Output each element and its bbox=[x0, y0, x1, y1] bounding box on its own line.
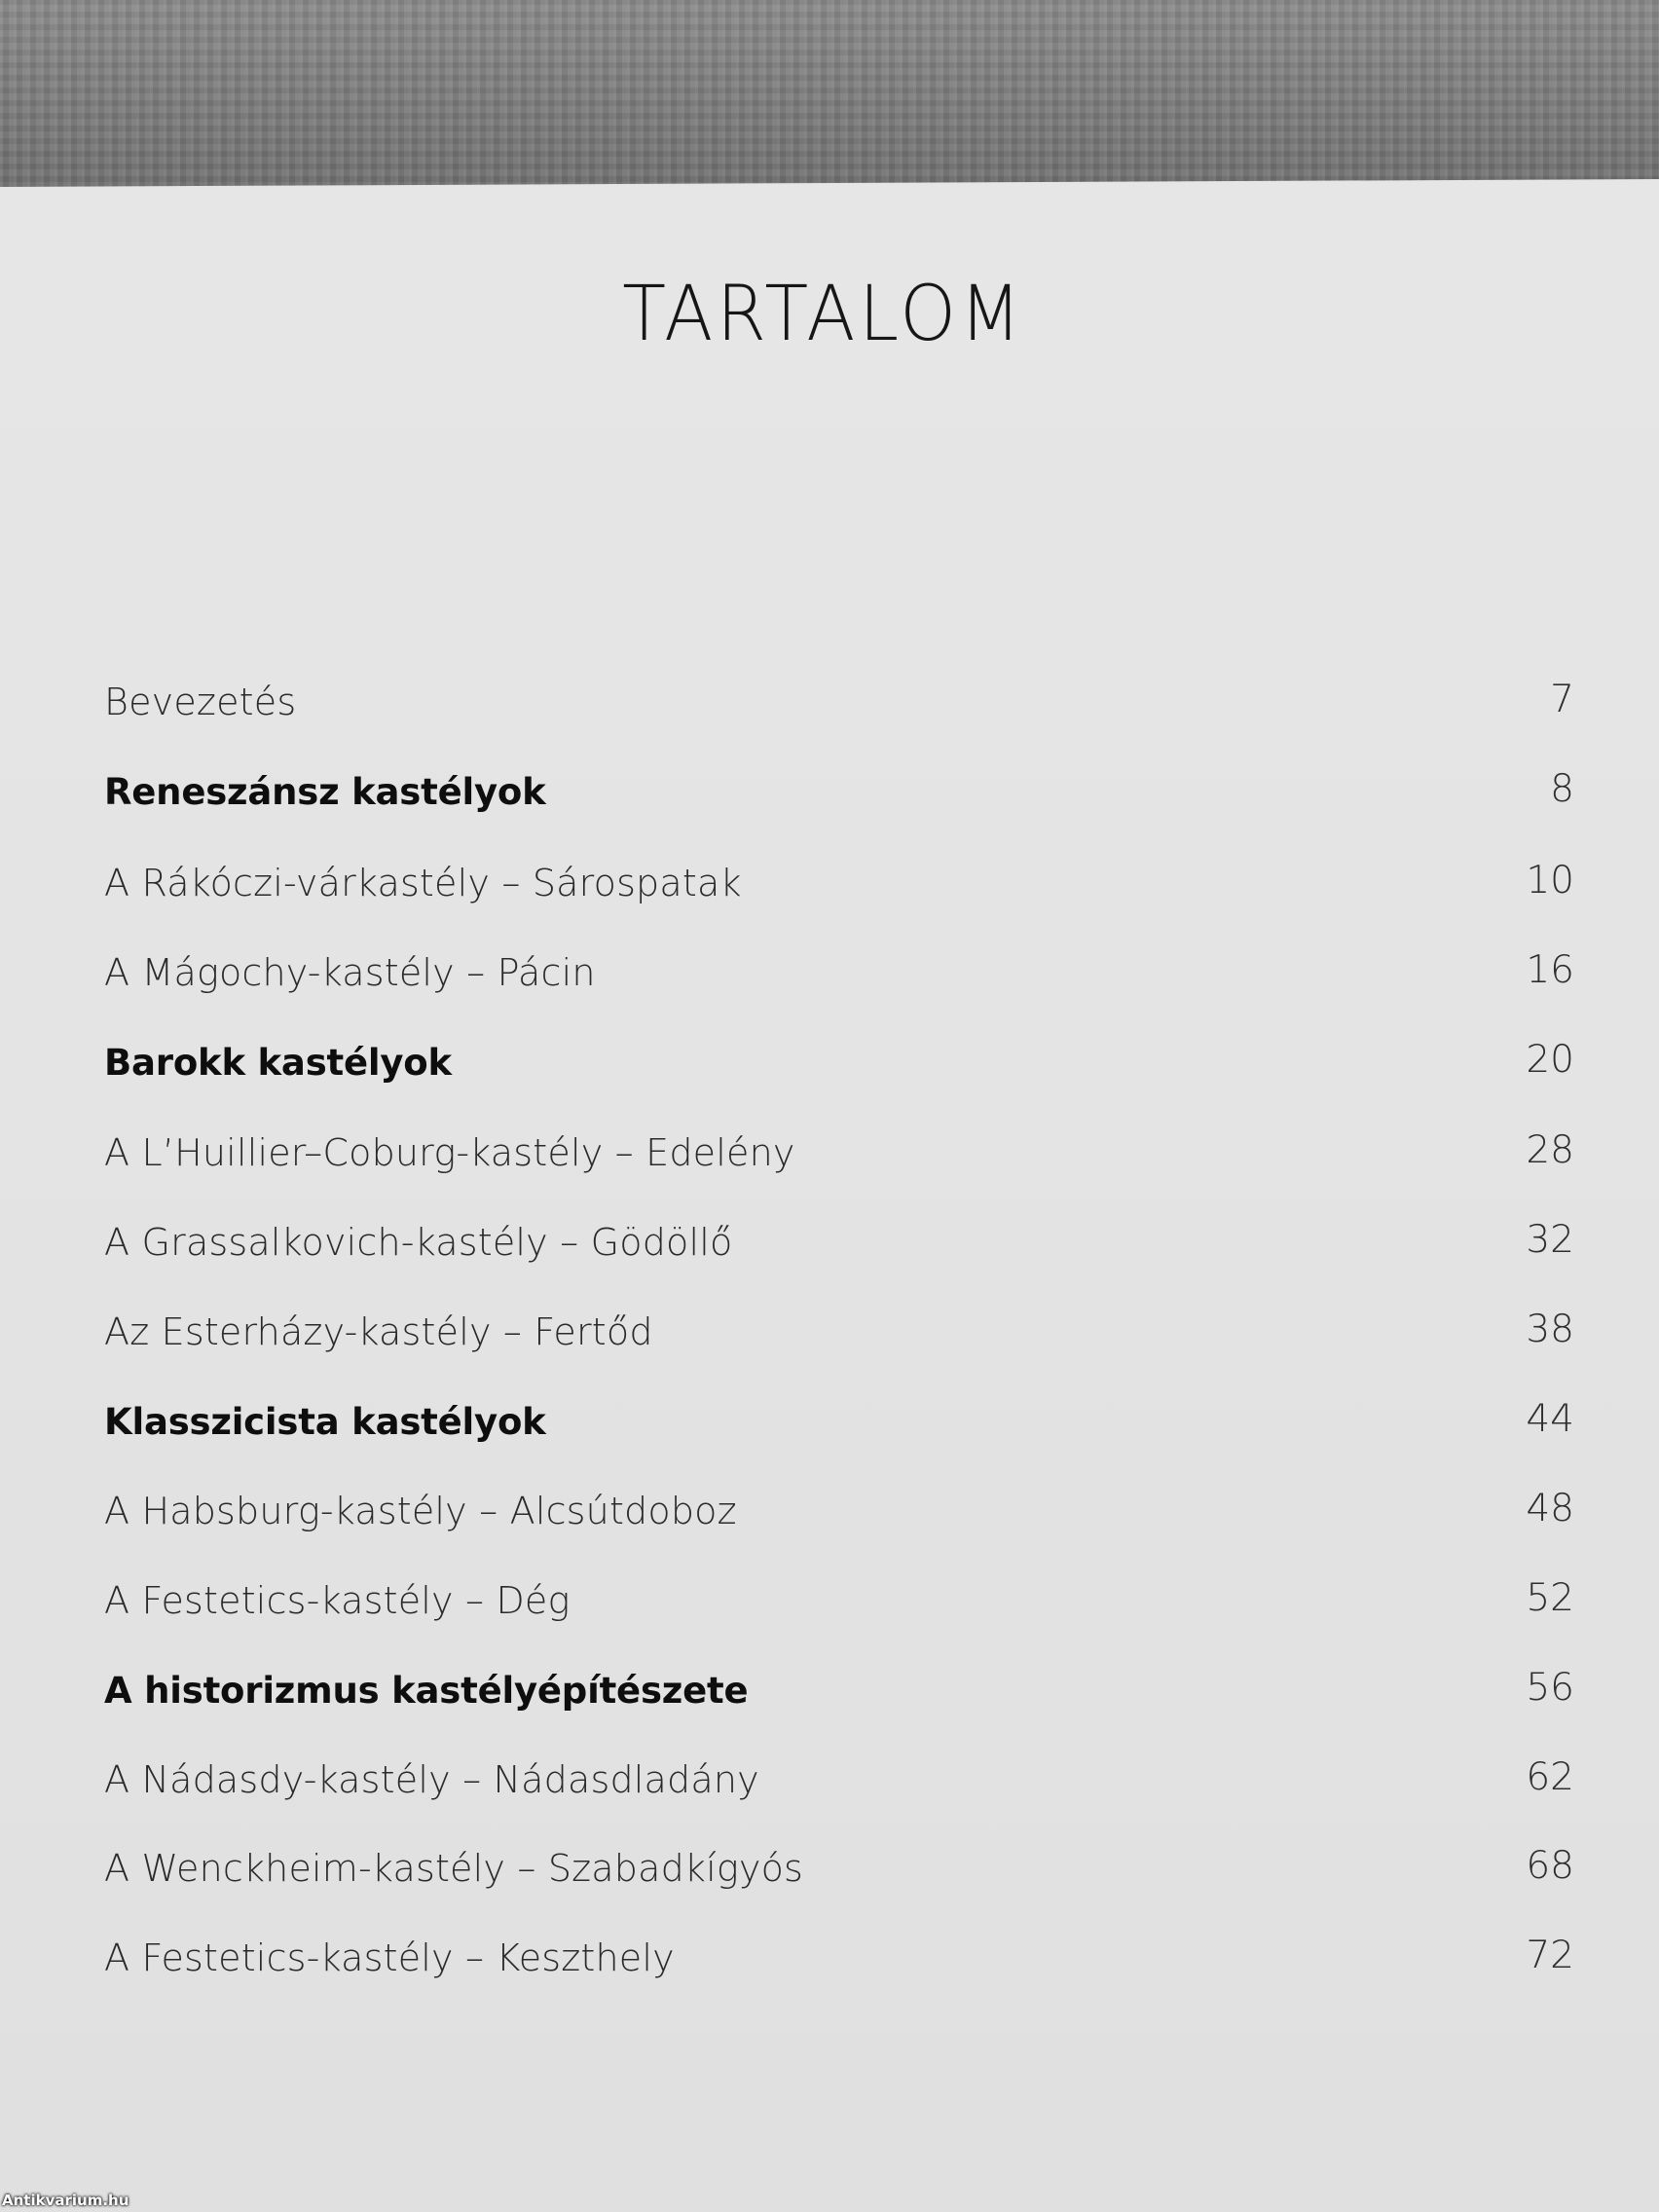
toc-entry-page-number: 56 bbox=[1526, 1666, 1574, 1710]
toc-entry-label: Az Esterházy-kastély – Fertőd bbox=[104, 1310, 653, 1353]
toc-entry-label: A Rákóczi-várkastély – Sárospatak bbox=[104, 862, 742, 904]
toc-entry-festetics-deg bbox=[104, 1561, 1574, 1622]
toc-section-label: A historizmus kastélyépítészete bbox=[104, 1670, 749, 1712]
toc-entry-page-number: 16 bbox=[1526, 948, 1574, 992]
toc-entry-page-number: 7 bbox=[1550, 678, 1574, 721]
toc-entry-wenckheim bbox=[104, 1828, 1574, 1890]
toc-entry-label: A Festetics-kastély – Dég bbox=[104, 1579, 571, 1622]
toc-section-barokk bbox=[104, 1022, 1574, 1084]
toc-section-label: Klasszicista kastélyok bbox=[104, 1401, 546, 1443]
toc-entry-label: A Nádasdy-kastély – Nádasdladány bbox=[104, 1758, 759, 1801]
toc-entry-grassalkovich bbox=[104, 1202, 1574, 1264]
toc-entry-label: A L’Huillier–Coburg-kastély – Edelény bbox=[104, 1131, 795, 1174]
toc-entry-page-number: 48 bbox=[1526, 1487, 1574, 1530]
toc-entry-page-number: 68 bbox=[1526, 1844, 1574, 1888]
toc-entry-rakoczi bbox=[104, 843, 1574, 902]
table-of-contents bbox=[104, 0, 1574, 2212]
toc-entry-page-number: 20 bbox=[1526, 1038, 1574, 1082]
toc-entry-page-number: 62 bbox=[1526, 1755, 1574, 1799]
toc-entry-page-number: 38 bbox=[1526, 1308, 1574, 1351]
toc-entry-bevezetes bbox=[104, 662, 1574, 723]
toc-entry-magochy bbox=[104, 933, 1574, 994]
toc-entry-festetics-keszthely bbox=[104, 1918, 1574, 1979]
toc-entry-label: A Festetics-kastély – Keszthely bbox=[104, 1936, 675, 1979]
toc-section-label: Barokk kastélyok bbox=[104, 1042, 452, 1084]
toc-entry-page-number: 28 bbox=[1526, 1128, 1574, 1172]
toc-entry-page-number: 52 bbox=[1526, 1576, 1574, 1620]
toc-entry-page-number: 44 bbox=[1526, 1397, 1574, 1441]
toc-entry-lhuillier bbox=[104, 1113, 1574, 1174]
toc-entry-nadasdy bbox=[104, 1740, 1574, 1801]
toc-section-klasszicista bbox=[104, 1382, 1574, 1443]
toc-entry-label: A Mágochy-kastély – Pácin bbox=[104, 951, 596, 994]
toc-entry-label: A Grassalkovich-kastély – Gödöllő bbox=[104, 1221, 733, 1264]
toc-entry-page-number: 72 bbox=[1526, 1934, 1574, 1977]
toc-section-label: Reneszánsz kastélyok bbox=[104, 771, 546, 813]
toc-entry-esterhazy bbox=[104, 1292, 1574, 1353]
toc-section-reneszansz bbox=[104, 752, 1574, 813]
toc-entry-label: Bevezetés bbox=[104, 681, 297, 723]
watermark: Antikvarium.hu bbox=[2, 2192, 129, 2209]
toc-entry-label: A Wenckheim-kastély – Szabadkígyós bbox=[104, 1847, 804, 1890]
toc-entry-habsburg bbox=[104, 1471, 1574, 1530]
toc-entry-page-number: 10 bbox=[1526, 859, 1574, 903]
page-title: TARTALOM bbox=[622, 271, 1025, 358]
toc-entry-page-number: 32 bbox=[1526, 1218, 1574, 1262]
toc-section-historizmus bbox=[104, 1650, 1574, 1712]
toc-entry-label: A Habsburg-kastély – Alcsútdoboz bbox=[104, 1490, 737, 1532]
toc-entry-page-number: 8 bbox=[1550, 767, 1574, 811]
